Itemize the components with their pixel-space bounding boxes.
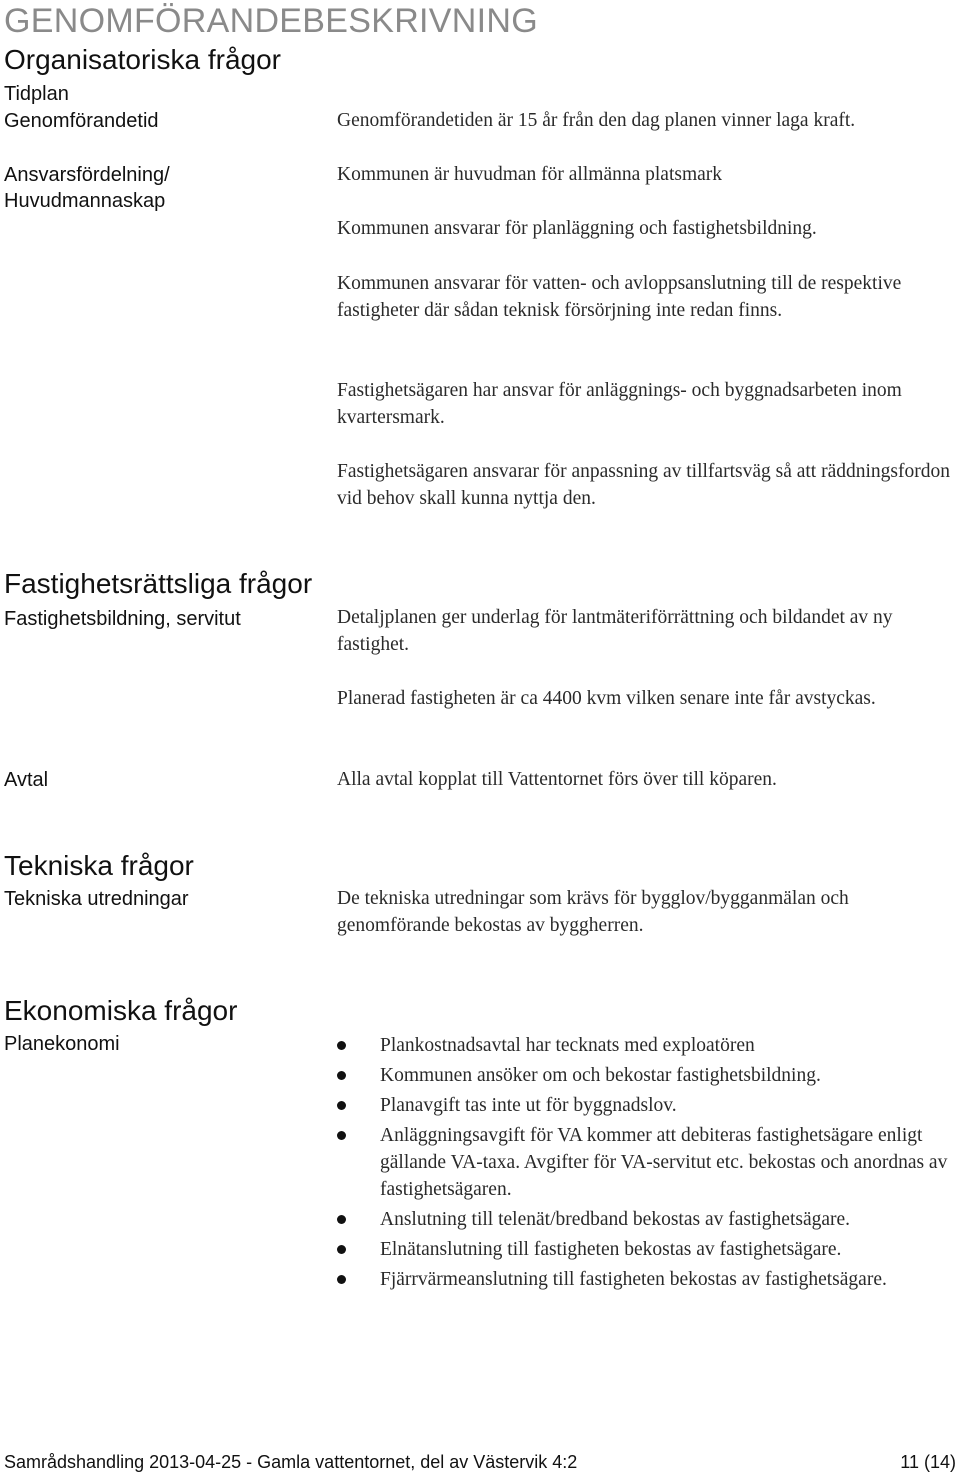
bullet-text: Fjärrvärmeanslutning till fastigheten bekostas av fastighetsägare. [380,1269,887,1290]
label-fastighetsbildning: Fastighetsbildning, servitut [4,608,241,630]
text-ansvar-3: Kommunen ansvarar för vatten- och avloppsanslutning till de respektive fastigheter där sådan teknisk försörjning inte redan finns. [337,273,902,321]
bullet-item [337,1092,957,1119]
bullet-text: Anläggningsavgift för VA kommer att debiteras fastighetsägare enligt gällande VA-taxa. Avgifter för VA-servitut etc. bekostas och anordnas av fastighetsägaren. [380,1125,948,1200]
text-avtal: Alla avtal kopplat till Vattentornet förs över till köparen. [337,769,777,790]
footer-document-info: Samrådshandling 2013-04-25 - Gamla vattentornet, del av Västervik 4:2 [4,1452,578,1472]
section-heading-fastighetsrattsliga: Fastighetsrättsliga frågor [4,568,313,599]
bullet-text: Planavgift tas inte ut för byggnadslov. [380,1095,677,1116]
bullet-text: Anslutning till telenät/bredband bekostas av fastighetsägare. [380,1209,851,1230]
text-ansvar-5: Fastighetsägaren ansvarar för anpassning av tillfartsväg så att räddningsfordon vid behov skall kunna nyttja den. [337,461,950,509]
text-tekniska-utredningar: De tekniska utredningar som krävs för bygglov/bygganmälan och genomförande bekostas av byggherren. [337,888,849,936]
bullet-text: Kommunen ansöker om och bekostar fastighetsbildning. [380,1065,821,1086]
label-avtal: Avtal [4,769,49,791]
label-genomforandetid: Genomförandetid [4,110,159,132]
bullet-icon [337,1275,346,1284]
bullet-item [337,1206,957,1233]
planekonomi-bullet-list [337,1032,957,1296]
section-heading-organisatoriska: Organisatoriska frågor [4,44,282,75]
bullet-icon [337,1245,346,1254]
text-ansvar-1: Kommunen är huvudman för allmänna platsmark [337,164,723,185]
label-tekniska-utredningar: Tekniska utredningar [4,888,189,910]
section-heading-ekonomiska: Ekonomiska frågor [4,995,238,1026]
label-planekonomi: Planekonomi [4,1033,120,1055]
label-ansvarsfordelning: Ansvarsfördelning/ [4,164,170,186]
bullet-text: Elnätanslutning till fastigheten bekostas av fastighetsägare. [380,1239,842,1260]
label-tidplan: Tidplan [4,83,69,105]
text-fastighetsbildning-2: Planerad fastigheten är ca 4400 kvm vilken senare inte får avstyckas. [337,688,876,709]
text-ansvar-4: Fastighetsägaren har ansvar för anläggnings- och byggnadsarbeten inom kvartersmark. [337,380,902,428]
text-ansvar-2: Kommunen ansvarar för planläggning och fastighetsbildning. [337,218,817,239]
bullet-icon [337,1041,346,1050]
bullet-item [337,1062,957,1089]
text-fastighetsbildning-1: Detaljplanen ger underlag för lantmäteriförrättning och bildandet av ny fastighet. [337,607,893,655]
bullet-icon [337,1131,346,1140]
bullet-icon [337,1101,346,1110]
bullet-icon [337,1215,346,1224]
section-heading-tekniska: Tekniska frågor [4,850,194,881]
label-huvudmannaskap: Huvudmannaskap [4,190,166,212]
document-title: GENOMFÖRANDEBESKRIVNING [4,2,538,40]
bullet-item [337,1236,957,1263]
bullet-text: Plankostnadsavtal har tecknats med exploatören [380,1035,755,1056]
text-genomforandetid: Genomförandetiden är 15 år från den dag planen vinner laga kraft. [337,110,856,131]
bullet-item [337,1266,957,1293]
bullet-icon [337,1071,346,1080]
footer-page-number: 11 (14) [900,1452,956,1472]
bullet-item [337,1122,957,1203]
bullet-item [337,1032,957,1059]
page-footer [4,1452,956,1473]
